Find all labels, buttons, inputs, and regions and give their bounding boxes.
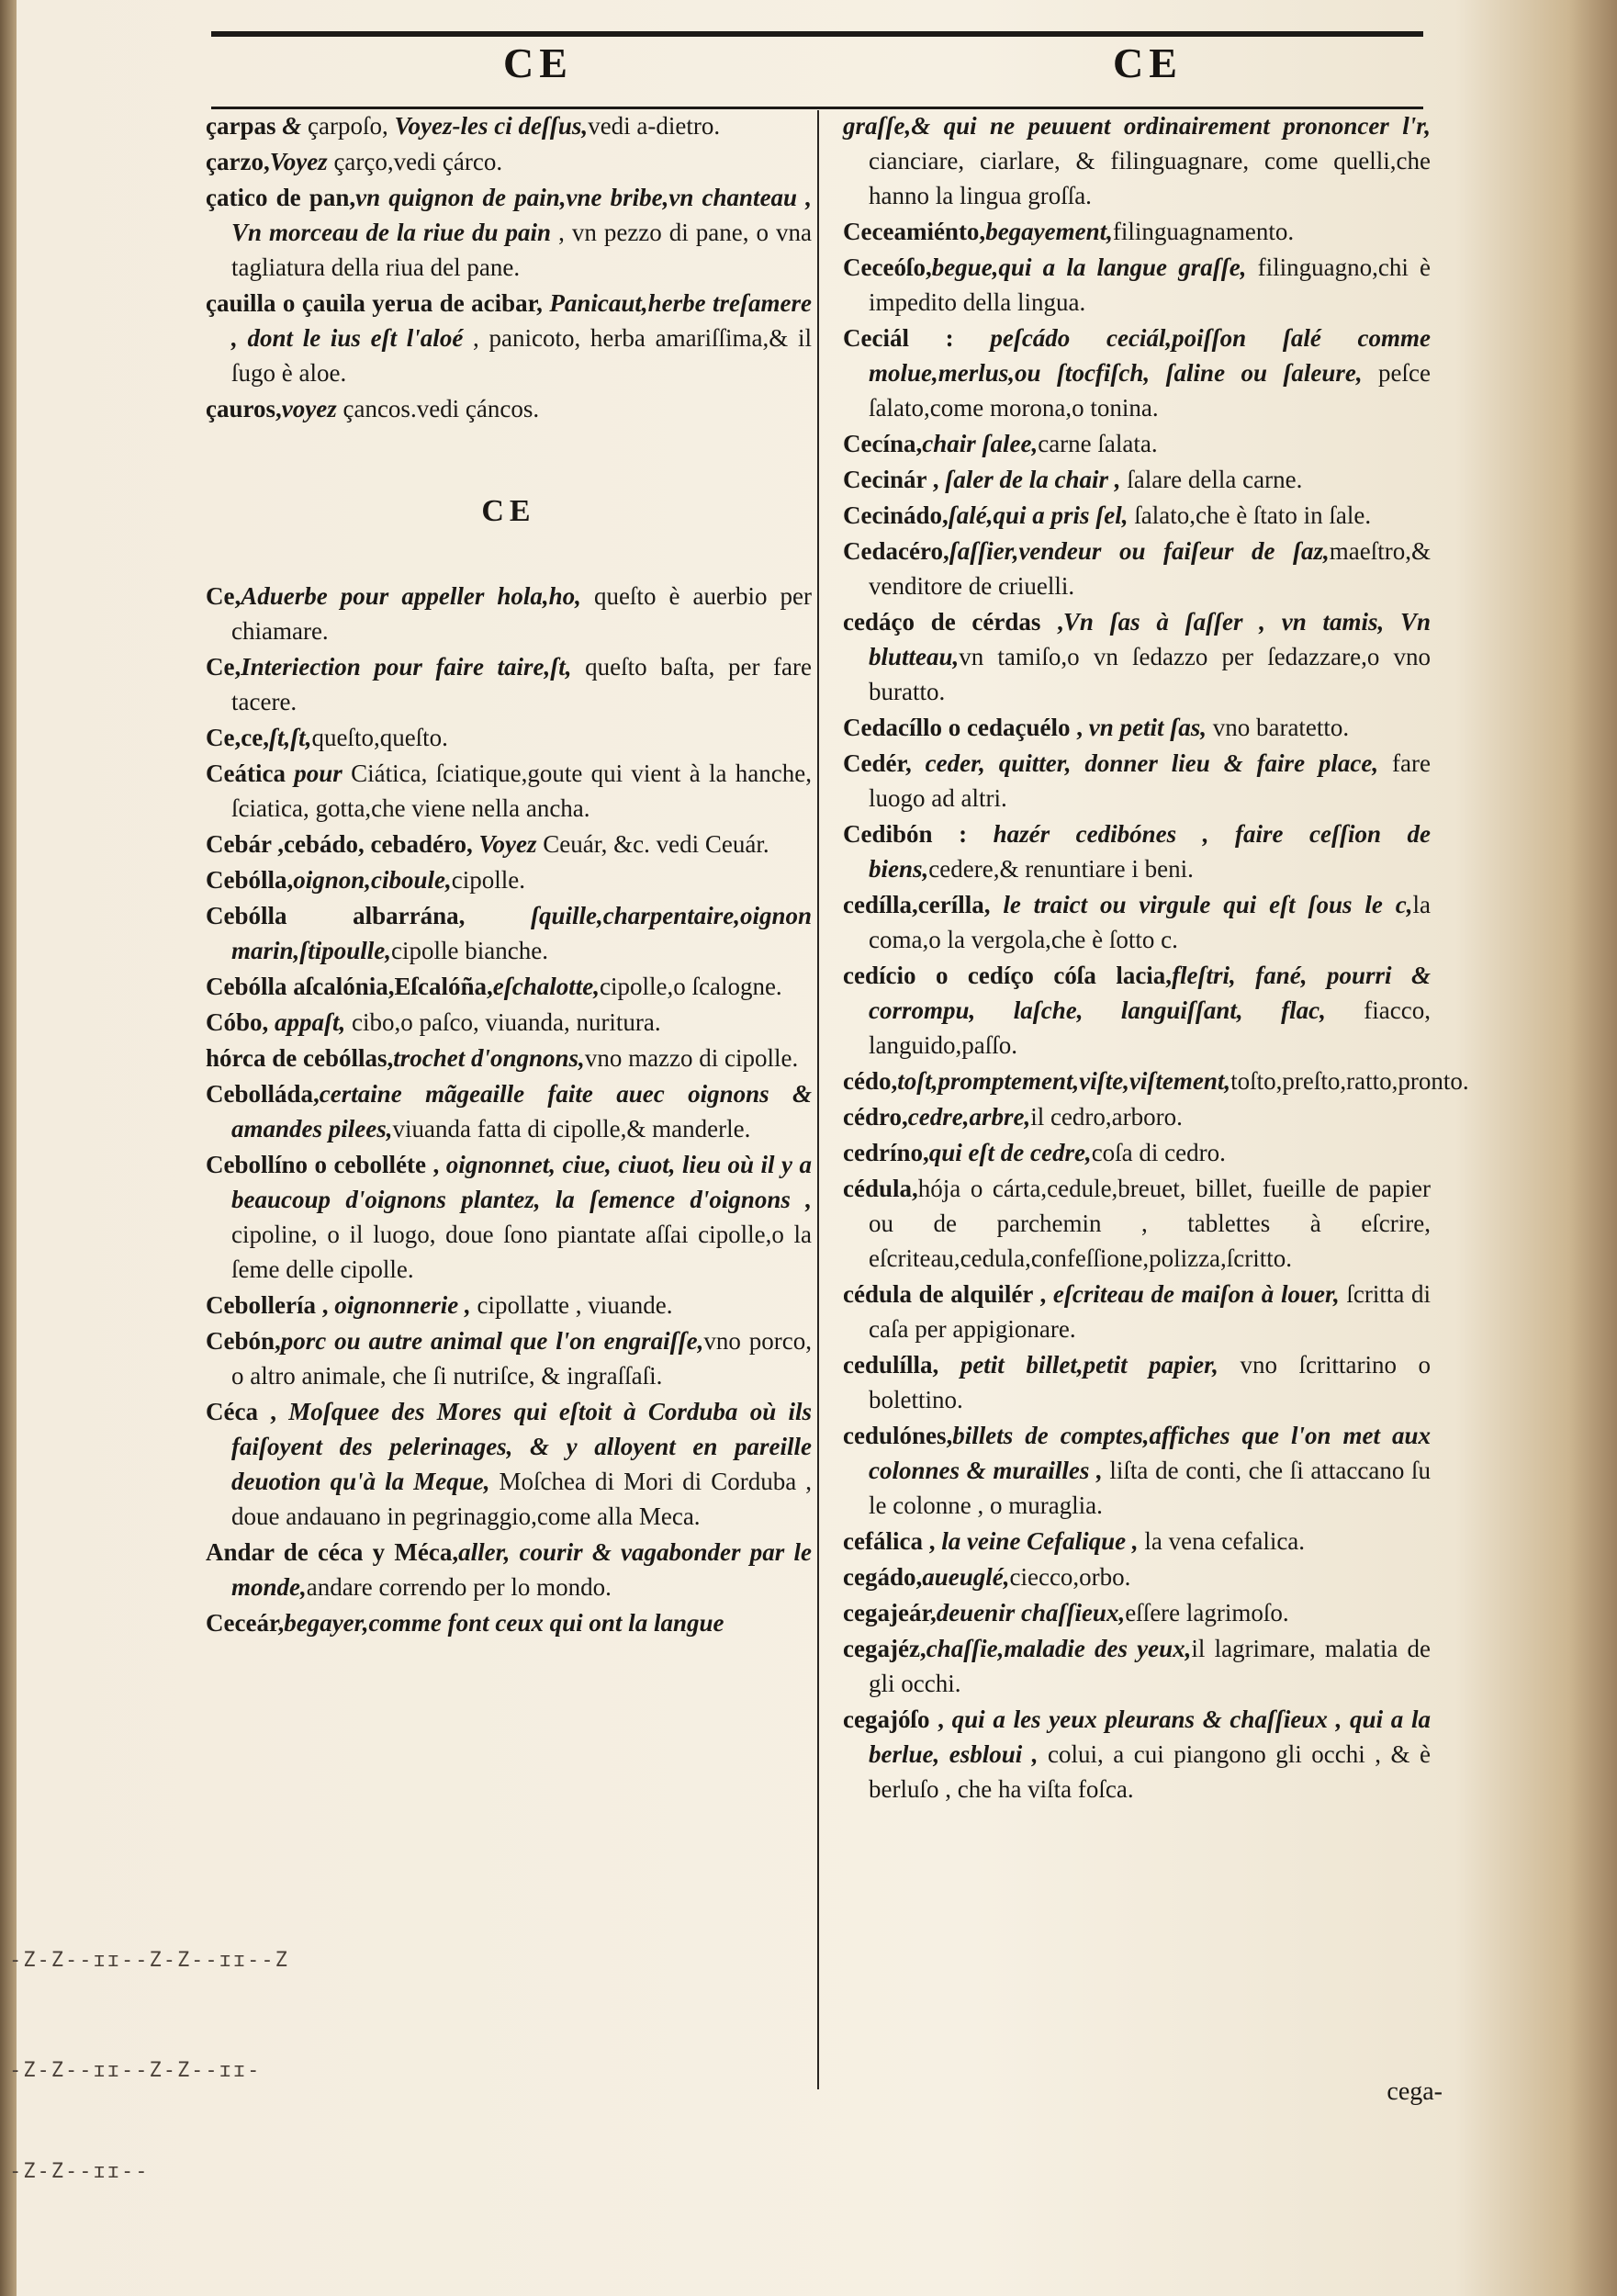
dictionary-entry [206, 898, 812, 968]
entry-french: ſquille,charpentaire,oignon marin,ſtipoulle, [231, 902, 812, 964]
entry-italian: cipolle,o ſcalogne. [600, 973, 782, 1000]
entry-french: petit billet,petit papier, [938, 1351, 1218, 1379]
entry-headword: Ceática [206, 760, 286, 787]
entry-italian: vn tamiſo,o vn ſedazzo per ſedazzare,o vno buratto. [869, 643, 1431, 705]
entry-italian: fiacco, languido,paſſo. [869, 996, 1431, 1059]
entry-italian: vedi a-dietro. [588, 112, 721, 140]
dictionary-entry [206, 144, 812, 179]
entry-italian: coſa di cedro. [1091, 1139, 1226, 1166]
entry-italian: Ciática, ſciatique,goute qui vient à la hanche, ſciatica, gotta,che viene nella ancha. [231, 760, 812, 822]
dictionary-entry [206, 1076, 812, 1146]
dictionary-entry [206, 756, 812, 826]
entry-headword: cédula de alquilér , [843, 1280, 1047, 1308]
entry-italian: queſto baſta, per fare tacere. [231, 653, 813, 715]
dictionary-entry [843, 710, 1431, 745]
dictionary-entry [843, 498, 1431, 533]
dictionary-entry [843, 1171, 1431, 1276]
entry-headword: çarpas [206, 112, 276, 140]
right-column [843, 108, 1469, 1807]
dictionary-entry [843, 214, 1431, 249]
entry-italian: ſcritta di caſa per appigionare. [869, 1280, 1432, 1343]
entry-headword: Cebollíno o cebolléte , [206, 1151, 440, 1178]
dictionary-entry [843, 1524, 1431, 1559]
entry-french: Panicaut,herbe treſamere , dont le ius eſt l'aloé [231, 289, 813, 352]
entry-italian: ſalare della carne. [1120, 466, 1303, 493]
entry-french: chair ſalee, [922, 430, 1039, 457]
dictionary-entry [206, 1535, 812, 1604]
entry-headword: cedício o cedíço cóſa lacia, [843, 962, 1173, 989]
entry-headword: cédo, [843, 1067, 898, 1095]
entry-french: cedre,arbre, [907, 1103, 1031, 1131]
entry-french: vn petit ſas, [1082, 714, 1207, 741]
running-header-left: CE [503, 39, 573, 86]
entry-french: Vn ſas à ſaſſer , vn tamis, Vn blutteau, [869, 608, 1431, 670]
entry-french: Voyez [472, 830, 544, 858]
dictionary-entry [206, 391, 812, 426]
entry-french: Interiection pour faire taire,ſt, [241, 653, 572, 681]
entry-headword: Cecinádo, [843, 501, 949, 529]
entry-italian: vno mazzo di cipolle. [584, 1044, 799, 1072]
left-entries-top [206, 108, 812, 426]
dictionary-entry [843, 321, 1431, 425]
dictionary-entry [206, 1394, 812, 1534]
entry-italian: vno ſcrittarino o bolettino. [869, 1351, 1431, 1413]
entry-headword: çauros, [206, 395, 282, 422]
entry-headword: cédro, [843, 1103, 908, 1131]
entry-headword: Ce,ce, [206, 724, 269, 751]
entry-italian: il cedro,arboro. [1030, 1103, 1183, 1131]
entry-french: qui eſt de cedre, [928, 1139, 1092, 1166]
dictionary-entry [206, 108, 812, 143]
entry-headword: cegádo, [843, 1563, 923, 1591]
entry-headword: çauilla o çauila yerua de acibar, [206, 289, 550, 317]
dictionary-entry [206, 969, 812, 1004]
entry-italian: eſſere lagrimoſo. [1125, 1599, 1289, 1626]
entry-french: oignonnerie , [328, 1291, 471, 1319]
entry-italian: cipollatte , viuande. [470, 1291, 673, 1319]
entry-headword: Cecína, [843, 430, 923, 457]
dictionary-entry [206, 649, 812, 719]
dictionary-entry [843, 250, 1431, 320]
entry-headword: Ceceóſo, [843, 253, 932, 281]
entry-headword: Cebolláda, [206, 1080, 320, 1108]
entry-headword: Céca , [206, 1398, 276, 1425]
entry-italian: fare luogo ad altri. [869, 749, 1431, 812]
entry-headword: çarzo, [206, 148, 270, 175]
entry-french: voyez [281, 395, 343, 422]
entry-headword: Ceceár, [206, 1609, 285, 1637]
entry-french: ceder, quitter, donner lieu & faire place, [911, 749, 1379, 777]
entry-italian: cipolle. [451, 866, 526, 894]
entry-french: fleſtri, fané, pourri & corrompu, laſche, languiſſant, flac, [869, 962, 1431, 1024]
entry-headword: Cebólla aſcalónia,Eſcalóña, [206, 973, 493, 1000]
entry-italian: queſto è auerbio per chiamare. [231, 582, 812, 645]
entry-french: oignon,ciboule, [293, 866, 452, 894]
entry-italian: liſta de conti, che ſi attaccano ſu le colonne , o muraglia. [869, 1457, 1431, 1519]
entry-italian: cianciare, ciarlare, & filinguagnare, come quelli,che hanno la lingua groſſa. [869, 147, 1431, 209]
dictionary-entry [843, 1099, 1431, 1134]
entry-headword: cegajeár, [843, 1599, 937, 1626]
entry-french: ſaſſier,vendeur ou faiſeur de ſaz, [949, 537, 1330, 565]
entry-headword: cefálica , [843, 1527, 936, 1555]
section-title: CE [481, 494, 536, 528]
entry-headword: cédula, [843, 1175, 918, 1202]
dictionary-entry [843, 604, 1431, 709]
entry-french: le traict ou virgule qui eſt ſous le c, [990, 891, 1413, 918]
dictionary-entry [843, 1064, 1469, 1098]
entry-italian: ſalato,che è ſtato in ſale. [1128, 501, 1372, 529]
entry-headword: cegajéz, [843, 1635, 926, 1662]
entry-french: graſſe,& qui ne peuuent ordinairement prononcer l'r, [843, 112, 1431, 140]
entry-italian: çancos.vedi çáncos. [342, 395, 540, 422]
entry-french: toſt,promptement,viſte,viſtement, [897, 1067, 1231, 1095]
margin-ornament: -Z-Z--ɪɪ--Z-Z--ɪɪ--Z [9, 1949, 289, 1972]
entry-headword: cedáço de cérdas , [843, 608, 1063, 636]
entry-italian: Ceuár, &c. vedi Ceuár. [543, 830, 769, 858]
entry-headword: Ce, [206, 582, 241, 610]
dictionary-entry [843, 1277, 1431, 1346]
entry-french: oignonnet, ciue, ciuot, lieu où il y a beaucoup d'oignons plantez, la ſemence d'oignons , [231, 1151, 812, 1213]
entry-french: ſalé,qui a pris ſel, [948, 501, 1129, 529]
entry-headword: cegajóſo , [843, 1705, 944, 1733]
entry-italian: hója o cárta,cedule,breuet, billet, fueille de papier ou de parchemin , tablettes à eſcrire, eſcriteau,cedula,confeſſione,polizza,ſcritto. [869, 1175, 1431, 1272]
entry-french: porc ou autre animal que l'on engraiſſe, [280, 1327, 704, 1355]
entry-french: Voyez [269, 148, 334, 175]
entry-headword: cedríno, [843, 1139, 929, 1166]
entry-french: eſcriteau de maiſon à louer, [1046, 1280, 1340, 1308]
entry-italian: maeſtro,& venditore de criuelli. [869, 537, 1431, 600]
entry-french: billets de comptes,affiches que l'on met aux colonnes & murailles , [869, 1422, 1431, 1484]
running-header-right: CE [1113, 39, 1183, 86]
entry-french: begue,qui a la langue graſſe, [931, 253, 1247, 281]
entry-headword: Cóbo, [206, 1008, 269, 1036]
dictionary-entry [206, 1041, 812, 1075]
dictionary-entry [206, 1605, 812, 1640]
catchword: cega- [1387, 2077, 1443, 2106]
entry-headword: Ce, [206, 653, 241, 681]
dictionary-entry [206, 286, 812, 390]
entry-headword: hórca de cebóllas, [206, 1044, 394, 1072]
entry-french: chaſſie,maladie des yeux, [926, 1635, 1192, 1662]
entry-italian: cipoline, o il luogo, doue ſono piantate aſſai cipolle,o la ſeme delle cipolle. [231, 1221, 812, 1283]
entry-french: ſaler de la chair , [938, 466, 1121, 493]
dictionary-entry [843, 426, 1431, 461]
entry-italian: cibo,o paſco, viuanda, nuritura. [345, 1008, 661, 1036]
entry-headword: cedílla,cerílla, [843, 891, 991, 918]
entry-french: & [275, 112, 309, 140]
entry-headword: Cebólla albarrána, [206, 902, 466, 929]
entry-headword: Andar de céca y Méca, [206, 1538, 459, 1566]
margin-ornament: -Z-Z--ɪɪ-- [9, 2160, 150, 2183]
entry-headword: çatico de pan, [206, 184, 356, 211]
entry-headword: Ceceamiénto, [843, 218, 986, 245]
entry-italian: vno porco, o altro animale, che ſi nutriſce, & ingraſſaſi. [231, 1327, 813, 1390]
dictionary-entry [206, 1323, 812, 1393]
entry-italian: ciecco,orbo. [1009, 1563, 1131, 1591]
entry-italian: , panicoto, herba amariſſima,& il ſugo è aloe. [231, 324, 813, 387]
entry-headword: Cebólla, [206, 866, 294, 894]
entry-headword: cedulónes, [843, 1422, 953, 1449]
entry-headword: Cedér, [843, 749, 912, 777]
dictionary-entry [206, 1005, 812, 1040]
left-column [206, 108, 812, 1641]
entry-french: trochet d'ongnons, [393, 1044, 585, 1072]
entry-french: vn quignon de pain,vne bribe,vn chanteau , Vn morceau de la riue du pain [231, 184, 812, 246]
entry-headword: Cebollería , [206, 1291, 329, 1319]
entry-french: Voyez-les ci deſſus, [394, 112, 589, 140]
entry-italian: la coma,o la vergola,che è ſotto c. [869, 891, 1431, 953]
dictionary-entry [843, 1702, 1431, 1806]
entry-headword: Cebón, [206, 1327, 281, 1355]
entry-italian: andare correndo per lo mondo. [306, 1573, 612, 1601]
dictionary-entry [843, 887, 1431, 957]
entry-italian: çarço,vedi çárco. [333, 148, 503, 175]
entry-italian: il lagrimare, malatia de gli occhi. [869, 1635, 1431, 1697]
entry-italian: viuanda fatta di cipolle,& manderle. [392, 1115, 751, 1142]
entry-headword: Cebár ,cebádo, cebadéro, [206, 830, 473, 858]
dictionary-entry [843, 816, 1431, 886]
margin-ornament: -Z-Z--ɪɪ--Z-Z--ɪɪ- [9, 2059, 262, 2082]
entry-italian: cedere,& renuntiare i beni. [928, 855, 1194, 883]
right-entries [843, 108, 1469, 1806]
entry-italian: la vena cefalica. [1138, 1527, 1306, 1555]
dictionary-entry [206, 827, 812, 861]
entry-headword: Ceciál : [843, 324, 954, 352]
dictionary-entry [843, 746, 1431, 816]
entry-italian: queſto,queſto. [311, 724, 448, 751]
entry-italian: çarpoſo, [308, 112, 395, 140]
entry-french: appaſt, [268, 1008, 346, 1036]
entry-french: eſchalotte, [492, 973, 600, 1000]
entry-headword: Cedibón : [843, 820, 968, 848]
column-divider [817, 110, 819, 2089]
left-entries-main [206, 579, 812, 1640]
header-top-rule [211, 31, 1423, 37]
dictionary-entry [843, 1418, 1431, 1523]
dictionary-entry [843, 958, 1431, 1063]
dictionary-entry [843, 108, 1431, 213]
dictionary-entry [206, 579, 812, 648]
dictionary-entry [843, 1347, 1431, 1417]
dictionary-entry [843, 1595, 1431, 1630]
entry-french: la veine Cefalique , [935, 1527, 1139, 1555]
entry-headword: Cedacéro, [843, 537, 949, 565]
dictionary-entry [843, 1559, 1431, 1594]
entry-french: hazér cedibónes , faire ceſſion de biens, [869, 820, 1431, 883]
entry-french: ſt,ſt, [268, 724, 312, 751]
entry-french: qui a les yeux pleurans & chaſſieux , qui a la berlue, esbloui , [869, 1705, 1431, 1768]
dictionary-entry [843, 1135, 1431, 1170]
entry-italian: filinguagno,chi è impedito della lingua. [869, 253, 1432, 316]
entry-italian: vno baratetto. [1206, 714, 1350, 741]
entry-french: aueuglé, [922, 1563, 1010, 1591]
entry-italian: colui, a cui piangono gli occhi , & è berluſo , che ha viſta foſca. [869, 1740, 1431, 1803]
entry-french: begayer,comme font ceux qui ont la langue [284, 1609, 724, 1637]
dictionary-entry [206, 1147, 812, 1287]
entry-french: begayement, [985, 218, 1113, 245]
entry-headword: Cedacíllo o cedaçuélo , [843, 714, 1083, 741]
entry-french: Aduerbe pour appeller hola,ho, [241, 582, 581, 610]
entry-italian: peſce ſalato,come morona,o tonina. [869, 359, 1432, 422]
entry-french: deuenir chaſſieux, [936, 1599, 1126, 1626]
dictionary-entry [843, 534, 1431, 603]
entry-french: peſcádo ceciál,poiſſon ſalé comme molue,merlus,ou ſtocfiſch, ſaline ou ſaleure, [869, 324, 1431, 387]
dictionary-entry [206, 862, 812, 897]
entry-italian: filinguagnamento. [1112, 218, 1295, 245]
dictionary-entry [206, 180, 812, 285]
entry-italian: cipolle bianche. [391, 937, 548, 964]
entry-french: aller, courir & vagabonder par le monde, [231, 1538, 812, 1601]
entry-french: pour [285, 760, 352, 787]
entry-italian: , vn pezzo di pane, o vna tagliatura della riua del pane. [231, 219, 813, 281]
entry-headword: cedulílla, [843, 1351, 939, 1379]
entry-headword: Cecinár , [843, 466, 939, 493]
dictionary-entry [843, 1631, 1431, 1701]
entry-italian: toſto,preſto,ratto,pronto. [1230, 1067, 1469, 1095]
dictionary-entry [843, 462, 1431, 497]
dictionary-entry [206, 720, 812, 755]
entry-french: Moſquee des Mores qui eſtoit à Corduba où ils faiſoyent des pelerinages, & y alloyent en pareille deuotion qu'à la Meque, [231, 1398, 812, 1495]
dictionary-entry [206, 1288, 812, 1322]
entry-italian: Moſchea di Mori di Corduba , doue andauano in pegrinaggio,come alla Meca. [231, 1468, 812, 1530]
entry-italian: carne ſalata. [1038, 430, 1158, 457]
entry-french: certaine mãgeaille faite auec oignons & amandes pilees, [231, 1080, 812, 1142]
